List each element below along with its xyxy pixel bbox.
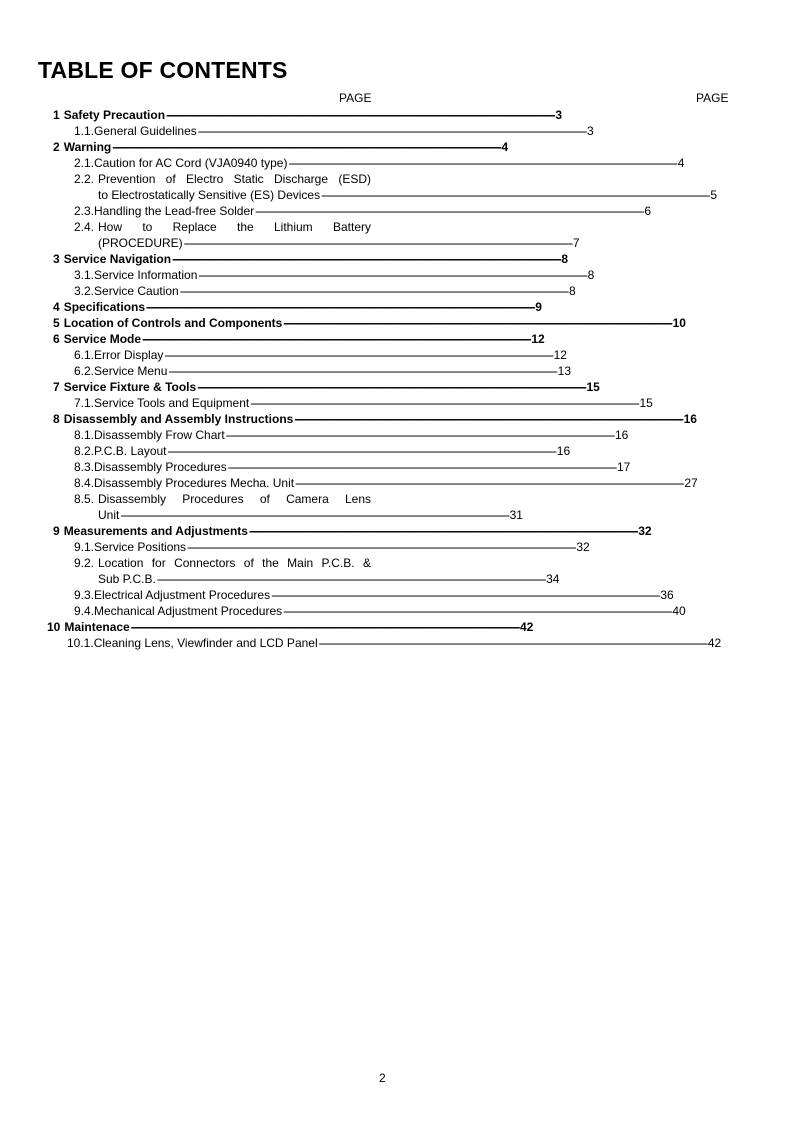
- toc-entry-page: 8: [561, 252, 569, 266]
- toc-entry-number: 8.4.: [74, 476, 95, 490]
- toc-entry-number: 2.1.: [74, 156, 95, 170]
- toc-entry-title: Service Navigation: [63, 252, 172, 266]
- toc-entry-title: Handling the Lead-free Solder: [94, 204, 255, 218]
- toc-dot-leader: ------------------------------------------------------------------------------------------------------------------------------------------------: [146, 300, 535, 314]
- toc-entry[interactable]: [74, 491, 371, 507]
- toc-entry-number: 8: [53, 412, 60, 426]
- toc-entry-title: Caution for AC Cord (VJA0940 type): [94, 156, 288, 170]
- toc-entry-page: 16: [556, 444, 571, 458]
- toc-entry[interactable]: [53, 411, 697, 427]
- toc-entry[interactable]: [53, 315, 686, 331]
- toc-entry[interactable]: [74, 283, 576, 299]
- toc-entry-page: 15: [586, 380, 600, 394]
- toc-entry-title: Prevention of Electro Static Discharge (ESD): [98, 172, 371, 186]
- toc-entry[interactable]: [74, 155, 685, 171]
- toc-entry-number: 1.1.: [74, 124, 95, 138]
- page-title: TABLE OF CONTENTS: [38, 57, 288, 83]
- toc-entry[interactable]: [74, 171, 371, 187]
- toc-entry-title: Unit: [98, 508, 120, 522]
- toc-entry[interactable]: [74, 539, 590, 555]
- toc-entry-title: Maintenace: [64, 620, 130, 634]
- toc-entry-page: 6: [644, 204, 652, 218]
- toc-entry[interactable]: [74, 123, 594, 139]
- toc-entry[interactable]: [74, 267, 595, 283]
- toc-entry[interactable]: [98, 235, 580, 251]
- toc-entry-page: 32: [576, 540, 590, 554]
- toc-entry-page: 32: [638, 524, 652, 538]
- toc-entry-page: 3: [587, 124, 594, 138]
- toc-entry-number: 7: [53, 380, 60, 394]
- toc-entry[interactable]: [74, 395, 653, 411]
- toc-entry-title: Service Positions: [94, 540, 187, 554]
- toc-entry-title: Disassembly Frow Chart: [94, 428, 225, 442]
- toc-entry-title: Measurements and Adjustments: [63, 524, 248, 538]
- toc-entry-title: How to Replace the Lithium Battery: [98, 220, 371, 234]
- toc-entry[interactable]: [74, 203, 652, 219]
- toc-entry[interactable]: [74, 555, 371, 571]
- toc-entry[interactable]: [53, 107, 562, 123]
- page-column-header-left: PAGE: [339, 91, 372, 105]
- toc-dot-leader: ------------------------------------------------------------------------------------------------------------------------------------------------: [295, 476, 684, 490]
- toc-entry[interactable]: [74, 219, 371, 235]
- toc-entry[interactable]: [53, 331, 545, 347]
- toc-entry-title: Service Fixture & Tools: [63, 380, 197, 394]
- toc-entry-page: 15: [639, 396, 653, 410]
- toc-entry-title: P.C.B. Layout: [94, 444, 167, 458]
- toc-entry-title: Service Information: [94, 268, 198, 282]
- toc-entry-page: 13: [557, 364, 571, 378]
- toc-entry-number: 9: [53, 524, 60, 538]
- toc-entry-page: 36: [660, 588, 674, 602]
- toc-entry-page: 40: [672, 604, 686, 618]
- toc-entry-title: Disassembly and Assembly Instructions: [63, 412, 294, 426]
- toc-dot-leader: ------------------------------------------------------------------------------------------------------------------------------------------------: [255, 204, 644, 218]
- toc-dot-leader: ------------------------------------------------------------------------------------------------------------------------------------------------: [187, 540, 576, 554]
- toc-entry-number: 2.2.: [74, 172, 95, 186]
- toc-entry-number: 6: [53, 332, 60, 346]
- toc-entry[interactable]: [53, 299, 542, 315]
- toc-entry-number: 4: [53, 300, 60, 314]
- toc-entry[interactable]: [98, 571, 560, 587]
- toc-entry[interactable]: [74, 347, 567, 363]
- toc-dot-leader: ------------------------------------------------------------------------------------------------------------------------------------------------: [288, 156, 677, 170]
- toc-entry-page: 27: [684, 476, 698, 490]
- toc-entry[interactable]: [98, 507, 523, 523]
- toc-dot-leader: ------------------------------------------------------------------------------------------------------------------------------------------------: [294, 412, 683, 426]
- toc-entry-title: Location of Controls and Components: [63, 316, 283, 330]
- toc-dot-leader: ------------------------------------------------------------------------------------------------------------------------------------------------: [164, 348, 553, 362]
- toc-entry-title: Mechanical Adjustment Procedures: [94, 604, 283, 618]
- toc-entry-page: 16: [614, 428, 629, 442]
- toc-entry[interactable]: [74, 443, 571, 459]
- toc-dot-leader: ------------------------------------------------------------------------------------------------------------------------------------------------: [130, 620, 519, 634]
- toc-entry[interactable]: [74, 363, 571, 379]
- toc-dot-leader: ------------------------------------------------------------------------------------------------------------------------------------------------: [248, 524, 638, 538]
- toc-entry-number: 10: [47, 620, 61, 634]
- toc-entry-page: 8: [568, 284, 576, 298]
- toc-entry-number: 6.2.: [74, 364, 95, 378]
- toc-dot-leader: ------------------------------------------------------------------------------------------------------------------------------------------------: [271, 588, 660, 602]
- toc-dot-leader: ------------------------------------------------------------------------------------------------------------------------------------------------: [156, 572, 546, 586]
- toc-dot-leader: ------------------------------------------------------------------------------------------------------------------------------------------------: [172, 252, 561, 266]
- footer-page-number: 2: [379, 1071, 386, 1085]
- toc-entry-title: General Guidelines: [94, 124, 197, 138]
- toc-entry-page: 31: [509, 508, 523, 522]
- toc-entry-page: 42: [707, 636, 722, 650]
- toc-entry[interactable]: [53, 139, 509, 155]
- toc-entry-page: 7: [572, 236, 580, 250]
- toc-entry-page: 8: [587, 268, 595, 282]
- toc-dot-leader: ------------------------------------------------------------------------------------------------------------------------------------------------: [142, 332, 531, 346]
- toc-dot-leader: ------------------------------------------------------------------------------------------------------------------------------------------------: [198, 268, 587, 282]
- toc-entry-number: 5: [53, 316, 60, 330]
- toc-entry-number: 3: [53, 252, 60, 266]
- toc-entry-number: 9.2.: [74, 556, 95, 570]
- toc-entry-title: Service Tools and Equipment: [94, 396, 250, 410]
- toc-entry-title: Disassembly Procedures Mecha. Unit: [94, 476, 295, 490]
- toc-entry-title: Error Display: [94, 348, 164, 362]
- toc-entry-title: to Electrostatically Sensitive (ES) Devices: [98, 188, 321, 202]
- toc-entry[interactable]: [98, 187, 718, 203]
- toc-entry-page: 5: [710, 188, 718, 202]
- toc-dot-leader: ------------------------------------------------------------------------------------------------------------------------------------------------: [283, 604, 672, 618]
- toc-entry-title: Service Mode: [63, 332, 142, 346]
- toc-entry-page: 10: [672, 316, 686, 330]
- toc-entry-number: 8.2.: [74, 444, 95, 458]
- toc-dot-leader: ------------------------------------------------------------------------------------------------------------------------------------------------: [112, 140, 501, 154]
- toc-entry-number: 7.1.: [74, 396, 95, 410]
- toc-dot-leader: ------------------------------------------------------------------------------------------------------------------------------------------------: [250, 396, 639, 410]
- toc-dot-leader: ------------------------------------------------------------------------------------------------------------------------------------------------: [197, 380, 586, 394]
- toc-entry[interactable]: [74, 587, 674, 603]
- toc-dot-leader: ------------------------------------------------------------------------------------------------------------------------------------------------: [167, 444, 556, 458]
- toc-entry-page: 4: [677, 156, 685, 170]
- toc-dot-leader: ------------------------------------------------------------------------------------------------------------------------------------------------: [197, 124, 586, 138]
- toc-entry-title: Cleaning Lens, Viewfinder and LCD Panel: [93, 636, 318, 650]
- toc-entry-number: 8.5.: [74, 492, 95, 506]
- toc-entry[interactable]: [74, 475, 698, 491]
- toc-entry-number: 6.1.: [74, 348, 95, 362]
- toc-entry-title: Disassembly Procedures of Camera Lens: [98, 492, 371, 506]
- toc-entry-number: 9.4.: [74, 604, 95, 618]
- toc-entry-title: Warning: [63, 140, 112, 154]
- toc-entry-page: 42: [519, 620, 534, 634]
- toc-entry-page: 12: [531, 332, 545, 346]
- toc-entry-number: 10.1.: [67, 636, 94, 650]
- toc-entry-page: 4: [501, 140, 509, 154]
- toc-entry-title: Service Menu: [94, 364, 168, 378]
- toc-entry-number: 9.1.: [74, 540, 95, 554]
- toc-entry-number: 1: [53, 108, 60, 122]
- toc-entry-page: 16: [683, 412, 697, 426]
- toc-entry-number: 2.4.: [74, 220, 95, 234]
- toc-entry-title: Service Caution: [94, 284, 179, 298]
- toc-entry-page: 9: [535, 300, 542, 314]
- toc-entry[interactable]: [47, 619, 534, 635]
- toc-entry[interactable]: [53, 379, 600, 395]
- toc-entry-title: Specifications: [63, 300, 146, 314]
- toc-entry-title: Electrical Adjustment Procedures: [94, 588, 271, 602]
- toc-entry[interactable]: [53, 251, 569, 267]
- toc-entry[interactable]: [74, 427, 629, 443]
- toc-entry-page: 12: [553, 348, 567, 362]
- toc-dot-leader: ------------------------------------------------------------------------------------------------------------------------------------------------: [166, 108, 555, 122]
- toc-dot-leader: ------------------------------------------------------------------------------------------------------------------------------------------------: [283, 316, 672, 330]
- page-column-header-right: PAGE: [696, 91, 729, 105]
- toc-entry[interactable]: [74, 603, 686, 619]
- toc-dot-leader: ------------------------------------------------------------------------------------------------------------------------------------------------: [120, 508, 509, 522]
- toc-dot-leader: ------------------------------------------------------------------------------------------------------------------------------------------------: [168, 364, 557, 378]
- toc-entry-title: Sub P.C.B.: [98, 572, 156, 586]
- toc-entry-number: 2.3.: [74, 204, 95, 218]
- toc-entry-title: Location for Connectors of the Main P.C.B. &: [98, 556, 371, 570]
- toc-entry-number: 3.2.: [74, 284, 95, 298]
- toc-entry[interactable]: [67, 635, 722, 651]
- toc-entry-title: (PROCEDURE): [98, 236, 183, 250]
- toc-entry-number: 8.3.: [74, 460, 95, 474]
- toc-dot-leader: ------------------------------------------------------------------------------------------------------------------------------------------------: [183, 236, 572, 250]
- toc-entry-number: 8.1.: [74, 428, 95, 442]
- toc-entry-title: Safety Precaution: [63, 108, 166, 122]
- toc-entry-page: 17: [616, 460, 631, 474]
- toc-dot-leader: ------------------------------------------------------------------------------------------------------------------------------------------------: [318, 636, 707, 650]
- toc-entry-number: 2: [53, 140, 60, 154]
- toc-entry-page: 34: [546, 572, 560, 586]
- toc-entry-page: 3: [555, 108, 562, 122]
- toc-entry[interactable]: [53, 523, 652, 539]
- toc-entry-number: 9.3.: [74, 588, 95, 602]
- toc-entry-number: 3.1.: [74, 268, 95, 282]
- toc-dot-leader: ------------------------------------------------------------------------------------------------------------------------------------------------: [321, 188, 710, 202]
- toc-dot-leader: ------------------------------------------------------------------------------------------------------------------------------------------------: [225, 428, 614, 442]
- toc-entry[interactable]: [74, 459, 631, 475]
- toc-dot-leader: ------------------------------------------------------------------------------------------------------------------------------------------------: [179, 284, 568, 298]
- toc-entry-title: Disassembly Procedures: [94, 460, 227, 474]
- toc-dot-leader: ------------------------------------------------------------------------------------------------------------------------------------------------: [227, 460, 616, 474]
